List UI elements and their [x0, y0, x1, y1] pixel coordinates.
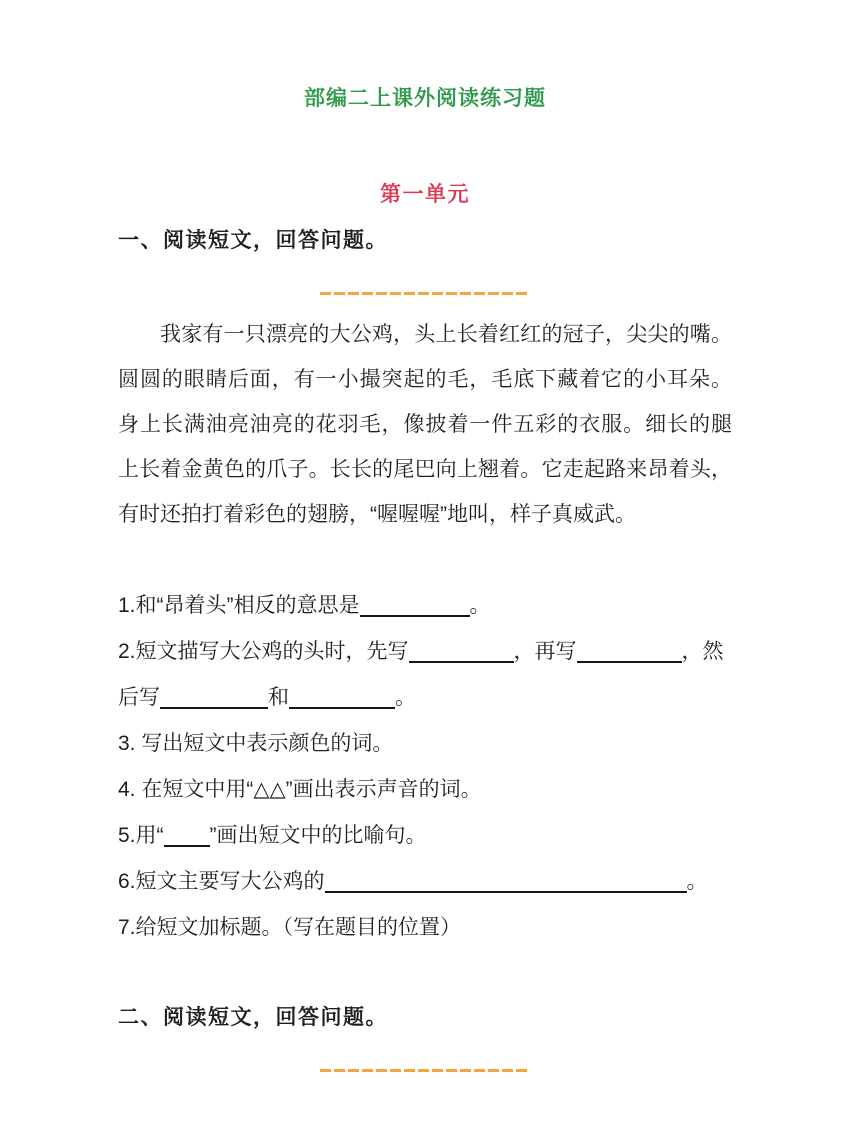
- unit-heading: 第一单元: [380, 183, 470, 206]
- question-text: ”画出短文中的比喻句。: [209, 824, 427, 847]
- section-one-heading: 一、阅读短文，回答问题。: [118, 229, 388, 252]
- question-text: 2.短文描写大公鸡的头时，先写: [118, 640, 409, 663]
- passage-line: 我家有一只漂亮的大公鸡，头上长着红红的冠子，尖尖的嘴。: [160, 323, 732, 346]
- section-two-heading: 二、阅读短文，回答问题。: [118, 1006, 388, 1029]
- answer-blank: [325, 879, 687, 893]
- question-text: 。: [395, 686, 416, 709]
- question-text: 7.给短文加标题。（写在题目的位置）: [118, 916, 462, 939]
- question-text: 5.用“: [118, 824, 164, 847]
- question-line-q7: [118, 905, 732, 951]
- question-text: 6.短文主要写大公鸡的: [118, 870, 325, 893]
- passage-title-blank-2: [118, 1069, 732, 1073]
- question-line-q1: [118, 583, 732, 629]
- answer-blank: [409, 649, 514, 663]
- passage-line: 身上长满油亮油亮的花羽毛，像披着一件五彩的衣服。细长的腿: [118, 413, 732, 436]
- question-text: ，再写: [513, 640, 577, 663]
- question-text: ，然: [681, 640, 724, 663]
- passage: [118, 312, 732, 537]
- question-text: 和: [268, 686, 289, 709]
- answer-blank: [577, 649, 682, 663]
- dashed-line-icon: [320, 1069, 530, 1072]
- passage-line: 上长着金黄色的爪子。长长的尾巴向上翘着。它走起路来昂着头，: [118, 458, 732, 481]
- document-title: 部编二上课外阅读练习题: [304, 87, 546, 110]
- question-text: 。: [686, 870, 708, 893]
- question-list: [118, 583, 732, 951]
- passage-line: 圆圆的眼睛后面，有一小撮突起的毛，毛底下藏着它的小耳朵。: [118, 368, 732, 391]
- question-line-q3: [118, 721, 732, 767]
- passage-title-blank: [118, 292, 732, 296]
- question-text: 。: [469, 594, 491, 617]
- passage-line: 有时还拍打着彩色的翅膀，“喔喔喔”地叫，样子真威武。: [118, 503, 636, 526]
- answer-blank: [289, 695, 395, 709]
- answer-blank: [160, 695, 268, 709]
- answer-blank: [360, 603, 470, 617]
- question-line-q2: [118, 675, 732, 721]
- dashed-line-icon: [320, 292, 530, 295]
- question-line-q6: [118, 859, 732, 905]
- question-line-q5: [118, 813, 732, 859]
- question-line-q4: [118, 767, 732, 813]
- question-text: 4. 在短文中用“△△”画出表示声音的词。: [118, 778, 482, 801]
- question-text: 1.和“昂着头”相反的意思是: [118, 594, 360, 617]
- question-text: 3. 写出短文中表示颜色的词。: [118, 732, 394, 755]
- question-text: 后写: [118, 686, 160, 709]
- answer-blank: [164, 833, 210, 847]
- question-line-q2: [118, 629, 732, 675]
